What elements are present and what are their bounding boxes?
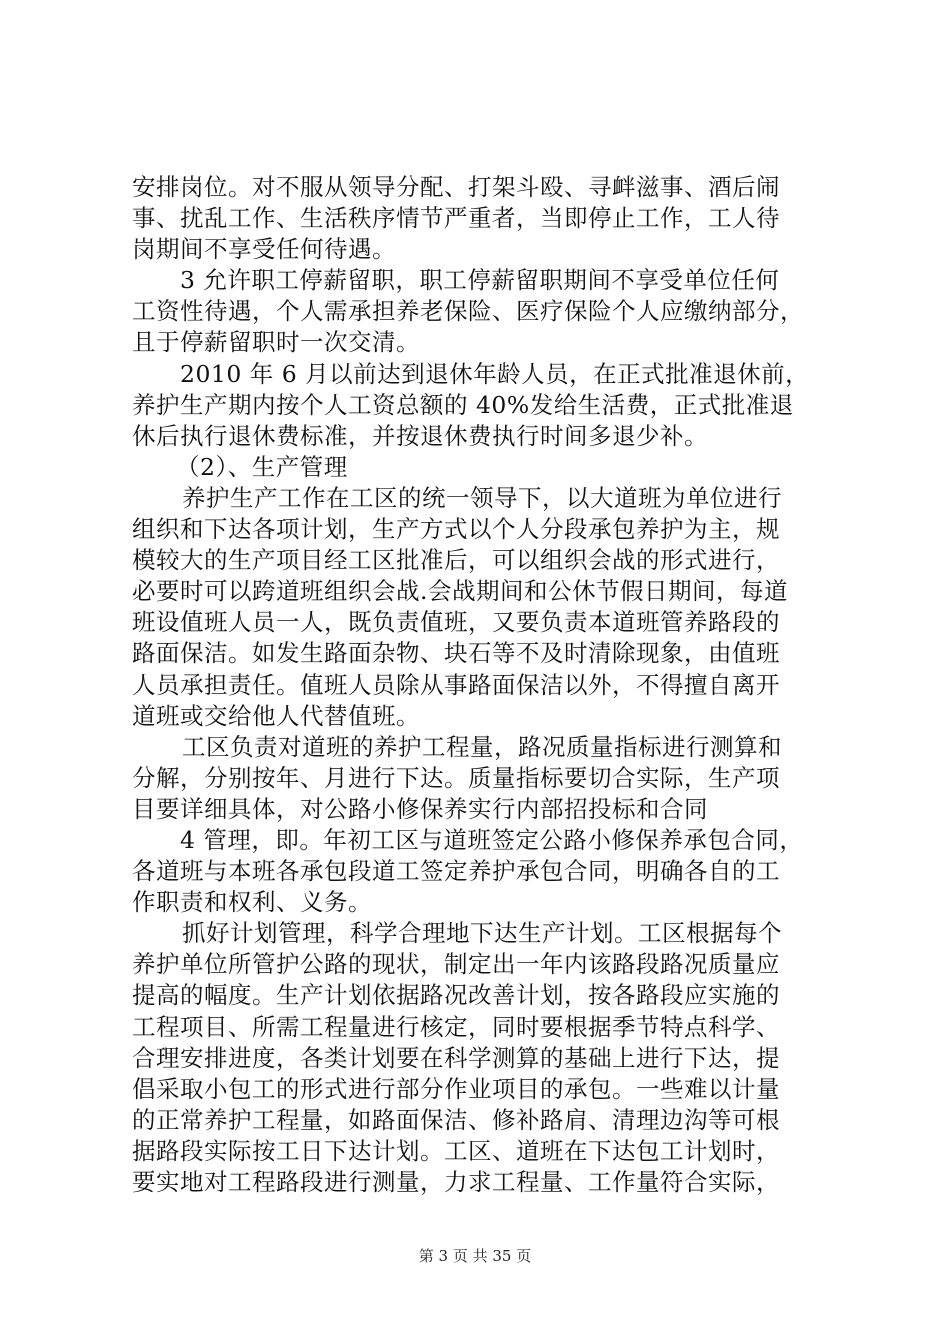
text-line: 合理安排进度，各类计划要在科学测算的基础上进行下达，提 [132,1043,780,1072]
text-line: 休后执行退休费标准，并按退休费执行时间多退少补。 [132,421,708,450]
page-number-footer: 第 3 页 共 35 页 [418,1247,532,1265]
text-line: 据路段实际按工日下达计划。工区、道班在下达包工计划时， [132,1136,780,1165]
text-line: 路面保洁。如发生路面杂物、块石等不及时清除现象，由值班 [132,639,780,668]
text-line: 的正常养护工程量，如路面保洁、修补路肩、清理边沟等可根 [132,1105,780,1134]
text-line: 工程项目、所需工程量进行核定，同时要根据季节特点科学、 [132,1012,780,1041]
text-line: 2010 年 6 月以前达到退休年龄人员，在正式批准退休前， [180,359,810,388]
text-line: 工区负责对道班的养护工程量，路况质量指标进行测算和 [182,732,782,761]
text-line: 且于停薪留职时一次交清。 [132,328,420,357]
text-line: 工资性待遇，个人需承担养老保险、医疗保险个人应缴纳部分， [132,297,804,326]
text-line: 养护生产期内按个人工资总额的 40%发给生活费，正式批准退 [132,390,794,419]
text-line: 安排岗位。对不服从领导分配、打架斗殴、寻衅滋事、酒后闹 [132,173,780,201]
text-line: 岗期间不享受任何待遇。 [132,235,396,264]
section-heading: （2）、生产管理 [176,452,348,481]
text-line: 4 管理，即。年初工区与道班签定公路小修保养承包合同， [180,825,804,854]
text-line: 分解，分别按年、月进行下达。质量指标要切合实际，生产项 [132,763,780,792]
text-line: 各道班与本班各承包段道工签定养护承包合同，明确各自的工 [132,857,780,886]
text-line: 班设值班人员一人，既负责值班，又要负责本道班管养路段的 [132,608,780,637]
text-line: 抓好计划管理，科学合理地下达生产计划。工区根据每个 [182,919,782,948]
text-line: 组织和下达各项计划，生产方式以个人分段承包养护为主，规 [132,515,780,544]
text-line: 养护单位所管护公路的现状，制定出一年内该路段路况质量应 [132,950,780,979]
text-line: 事、扰乱工作、生活秩序情节严重者，当即停止工作，工人待 [132,204,780,233]
text-line: 作职责和权利、义务。 [132,888,372,917]
text-line: 模较大的生产项目经工区批准后，可以组织会战的形式进行， [132,546,780,575]
text-line: 目要详细具体，对公路小修保养实行内部招投标和合同 [132,794,708,823]
text-line: 道班或交给他人代替值班。 [132,701,420,730]
document-body [132,172,828,1198]
text-line: 要实地对工程路段进行测量，力求工程量、工作量符合实际， [132,1168,780,1196]
text-line: 必要时可以跨道班组织会战.会战期间和公休节假日期间，每道 [132,577,788,606]
text-line: 倡采取小包工的形式进行部分作业项目的承包。一些难以计量 [132,1074,780,1103]
text-line: 人员承担责任。值班人员除从事路面保洁以外，不得擅自离开 [132,670,780,699]
text-line: 养护生产工作在工区的统一领导下，以大道班为单位进行 [182,483,782,512]
text-line: 提高的幅度。生产计划依据路况改善计划，按各路段应实施的 [132,981,780,1010]
text-line: 3 允许职工停薪留职，职工停薪留职期间不享受单位任何 [180,266,780,295]
